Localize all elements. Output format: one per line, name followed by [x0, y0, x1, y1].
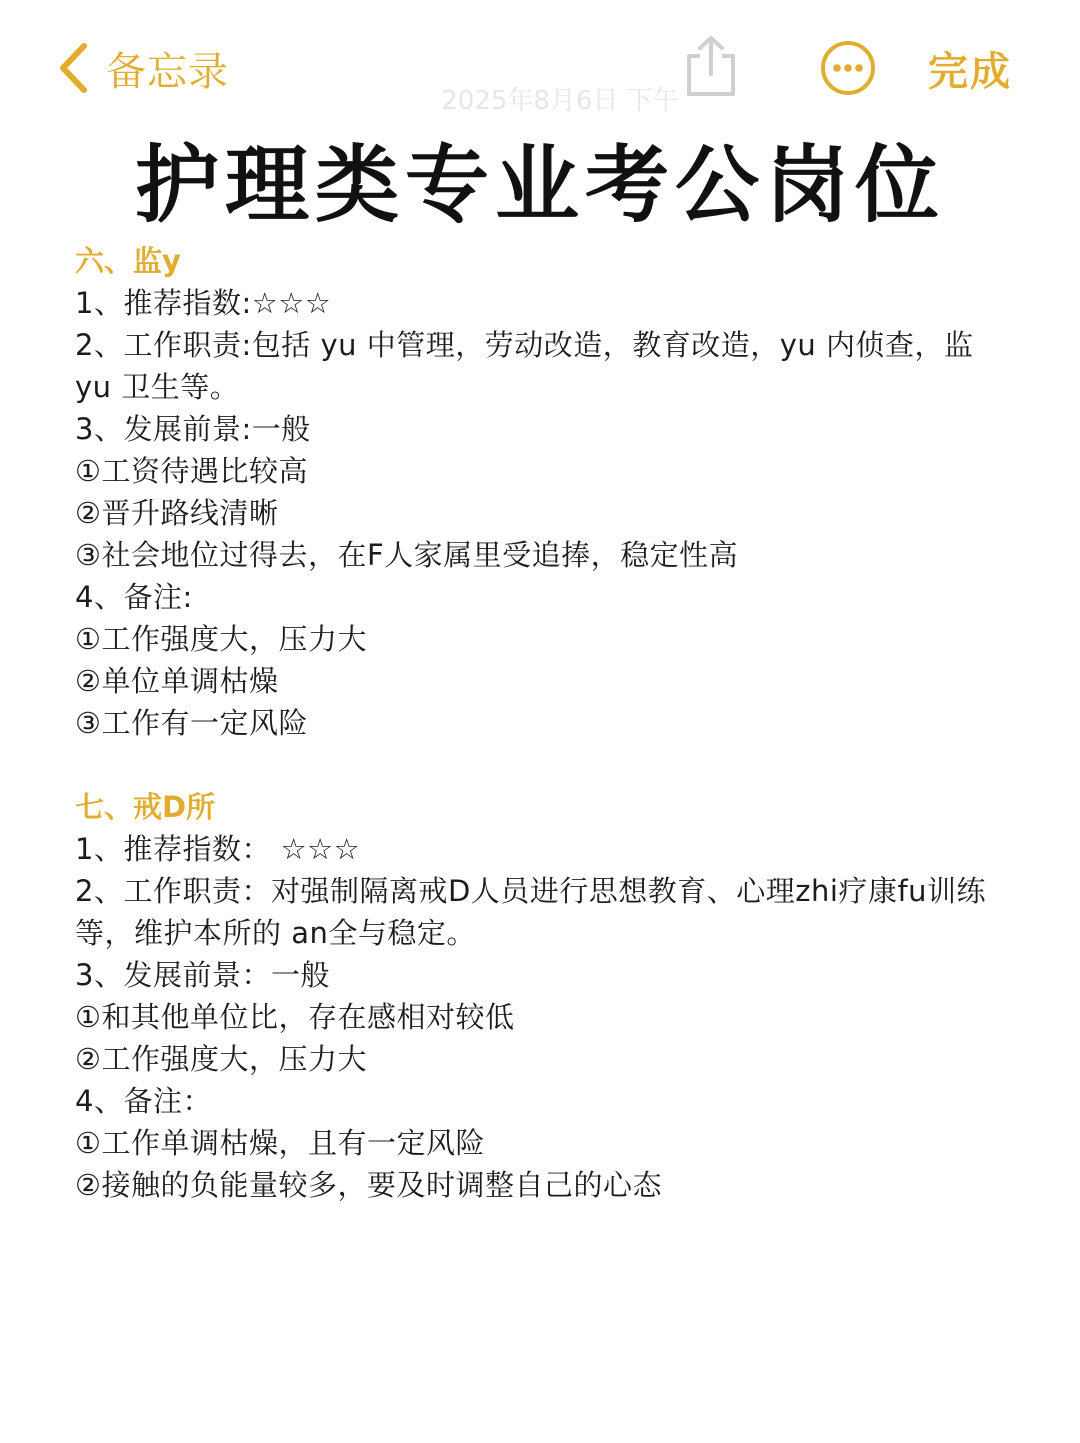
note-line: 等，维护本所的 an全与稳定。	[75, 916, 476, 950]
note-line: ②单位单调枯燥	[75, 664, 279, 698]
note-line: ③工作有一定风险	[75, 706, 308, 740]
note-line: yu 卫生等。	[75, 370, 240, 404]
note-line: ②工作强度大，压力大	[75, 1042, 367, 1076]
note-line: 4、备注:	[75, 580, 193, 614]
more-ellipsis-icon	[820, 81, 876, 100]
note-line: 2、工作职责:包括 yu 中管理，劳动改造，教育改造，yu 内侦查，监	[75, 328, 974, 362]
back-label: 备忘录	[106, 48, 229, 95]
note-line: ①工作强度大，压力大	[75, 622, 367, 656]
note-line: ①工资待遇比较高	[75, 454, 308, 488]
note-title: 护理类专业考公岗位	[134, 136, 945, 234]
more-button[interactable]	[820, 40, 876, 96]
section-heading: 六、监y	[75, 244, 181, 278]
note-line: 3、发展前景:一般	[75, 412, 311, 446]
chevron-left-icon	[58, 42, 88, 94]
navigation-bar	[0, 0, 1080, 130]
note-line: ②接触的负能量较多，要及时调整自己的心态	[75, 1168, 662, 1202]
note-line: 1、推荐指数： ☆☆☆	[75, 832, 361, 866]
note-line: ②晋升路线清晰	[75, 496, 279, 530]
note-line: 1、推荐指数:☆☆☆	[75, 286, 332, 320]
done-button[interactable]: 完成	[928, 49, 1012, 95]
note-date: 2025年8月6日 下午	[441, 86, 679, 116]
back-button[interactable]	[58, 38, 229, 98]
note-line: 2、工作职责：对强制隔离戒D人员进行思想教育、心理zhi疗康fu训练	[75, 874, 987, 908]
note-line: 4、备注：	[75, 1084, 212, 1118]
section-spacer	[75, 744, 1015, 786]
note-body[interactable]	[75, 240, 1015, 1206]
note-line: ①和其他单位比，存在感相对较低	[75, 1000, 515, 1034]
section-rehab-center	[75, 786, 1015, 1206]
note-line: ③社会地位过得去，在F人家属里受追捧，稳定性高	[75, 538, 739, 572]
section-heading: 七、戒D所	[75, 790, 216, 824]
note-line: ①工作单调枯燥，且有一定风险	[75, 1126, 485, 1160]
note-line: 3、发展前景：一般	[75, 958, 330, 992]
section-prison	[75, 240, 1015, 744]
